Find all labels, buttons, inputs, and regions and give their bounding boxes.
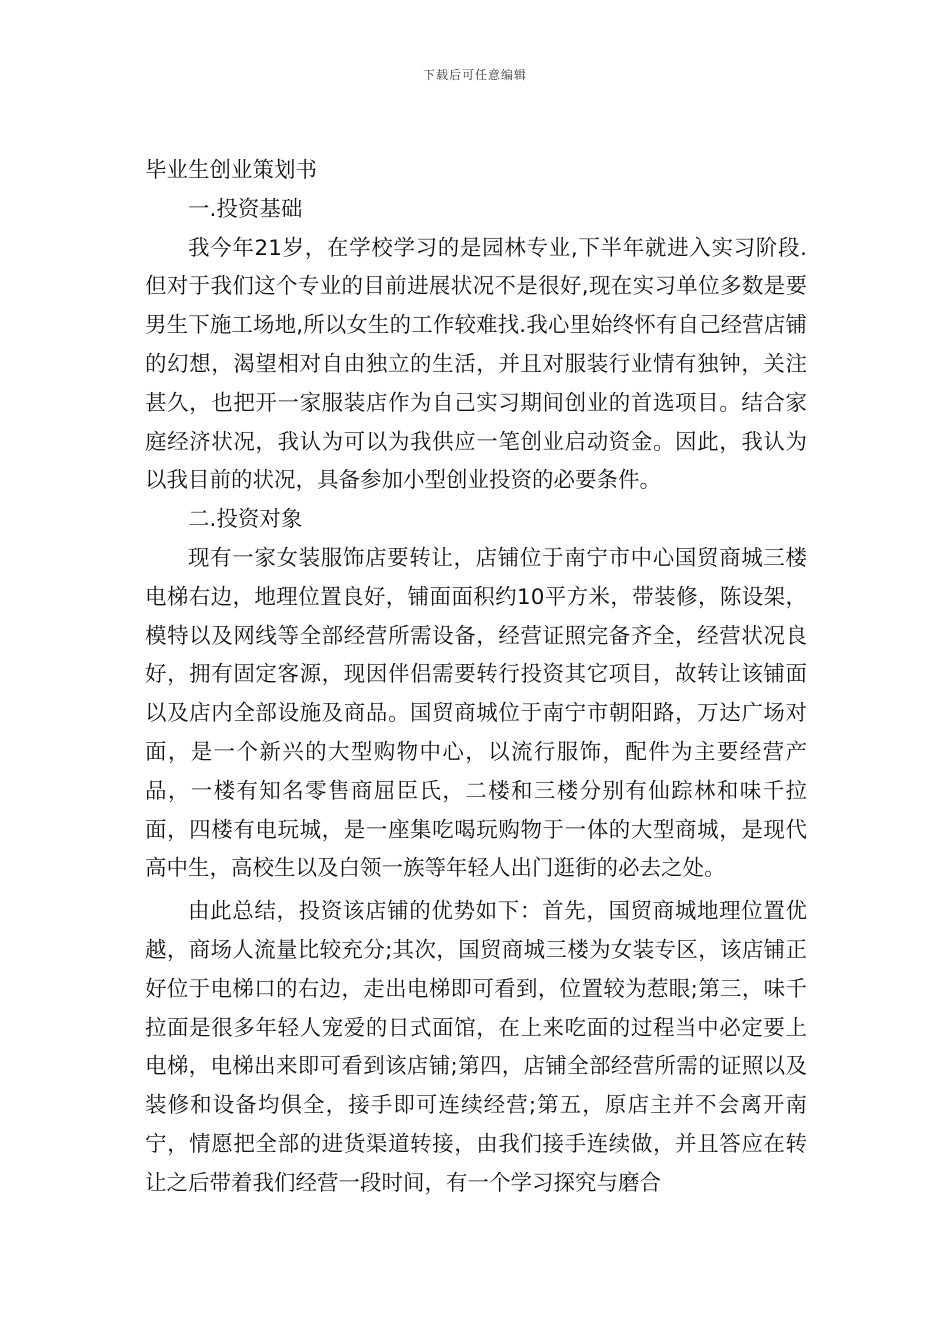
page-header-note: 下载后可任意编辑 — [422, 68, 527, 82]
paragraph-store-description: 现有一家女装服饰店要转让，店铺位于南宁市中心国贸商城三楼电梯右边，地理位置良好，铺面面积约10平方米，带装修，陈设架，模特以及网线等全部经营所需设备，经营证照完备齐全，经营状况良好，拥有固定客源，现因伴侣需要转行投资其它项目，故转让该铺面以及店内全部设施及商品。国贸商城位于南宁市朝阳路，万达广场对面，是一个新兴的大型购物中心，以流行服饰，配件为主要经营产品，一楼有知名零售商屈臣氏，二楼和三楼分别有仙踪林和味千拉面，四楼有电玩城，是一座集吃喝玩购物于一体的大型商城，是现代高中生，高校生以及白领一族等年轻人出门逛街的必去之处。 — [145, 545, 807, 882]
paragraph-store-advantages: 由此总结，投资该店铺的优势如下：首先，国贸商城地理位置优越，商场人流量比较充分;其次，国贸商城三楼为女装专区，该店铺正好位于电梯口的右边，走出电梯即可看到，位置较为惹眼;第三，味千拉面是很多年轻人宠爱的日式面馆，在上来吃面的过程当中必定要上电梯，电梯出来即可看到该店铺;第四，店铺全部经营所需的证照以及装修和设备均俱全，接手即可连续经营;第五，原店主并不会离开南宁，情愿把全部的进货渠道转接，由我们接手连续做，并且答应在转让之后带着我们经营一段时间，有一个学习探究与磨合 — [145, 899, 807, 1196]
document-body — [145, 152, 807, 1204]
paragraph-investment-basis: 我今年21岁，在学校学习的是园林专业,下半年就进入实习阶段.但对于我们这个专业的目前进展状况不是很好,现在实习单位多数是要男生下施工场地,所以女生的工作较难找.我心里始终怀有自己经营店铺的幻想，渴望相对自由独立的生活，并且对服装行业情有独钟，关注甚久，也把开一家服装店作为自己实习期间创业的首选项目。结合家庭经济状况，我认为可以为我供应一笔创业启动资金。因此，我认为以我目前的状况，具备参加小型创业投资的必要条件。 — [145, 235, 807, 494]
section-heading-investment-target: 二.投资对象 — [188, 507, 303, 533]
section-heading-investment-basis: 一.投资基础 — [188, 196, 303, 222]
document-title: 毕业生创业策划书 — [145, 158, 318, 183]
